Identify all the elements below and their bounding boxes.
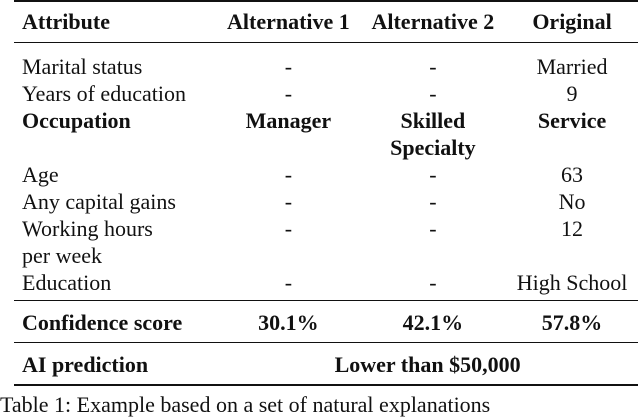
row-attribute: Working hours per week <box>22 216 153 268</box>
row-alt2: - <box>429 81 437 106</box>
row-original: High School <box>516 270 628 295</box>
confidence-score-row <box>14 301 638 343</box>
row-alt1: - <box>284 270 293 295</box>
results-table-container <box>14 0 638 386</box>
row-original: No <box>558 189 586 214</box>
row-alt1: - <box>284 81 293 106</box>
row-original: 63 <box>561 162 584 187</box>
row-alt2: - <box>429 270 437 295</box>
row-alt2: - <box>429 189 437 214</box>
row-attribute: Age <box>22 162 59 187</box>
row-alt2: - <box>429 216 437 241</box>
row-original: 9 <box>566 81 578 106</box>
row-attribute: Any capital gains <box>22 189 176 214</box>
row-alt1: - <box>284 54 293 79</box>
prediction-value: Lower than $50,000 <box>334 352 521 377</box>
table-row <box>14 80 638 107</box>
table-row-highlighted <box>14 107 638 161</box>
table-header-row <box>14 1 638 43</box>
row-attribute: Marital status <box>22 54 143 79</box>
row-original: 12 <box>561 216 584 241</box>
ai-prediction-row <box>14 343 638 386</box>
row-alt1: - <box>284 162 293 187</box>
row-original: Service <box>537 108 607 133</box>
table-row <box>14 188 638 215</box>
row-attribute: Occupation <box>22 108 131 133</box>
row-alt1: - <box>284 216 293 241</box>
table-row <box>14 215 638 269</box>
header-alternative-1: Alternative 1 <box>227 9 350 34</box>
confidence-alt1: 30.1% <box>258 310 319 335</box>
row-alt1: Manager <box>245 108 332 133</box>
confidence-label: Confidence score <box>22 310 183 335</box>
row-attribute: Education <box>22 270 112 295</box>
row-alt2: - <box>429 162 437 187</box>
table-caption: Table 1: Example based on a set of natural explanations <box>0 392 491 417</box>
row-original: Married <box>536 54 608 79</box>
counterfactual-table <box>14 0 638 386</box>
prediction-label: AI prediction <box>22 352 149 377</box>
confidence-alt2: 42.1% <box>402 310 464 335</box>
row-attribute: Years of education <box>22 81 186 106</box>
header-original: Original <box>532 9 612 34</box>
table-row <box>14 161 638 188</box>
row-alt2: - <box>429 54 437 79</box>
header-alternative-2: Alternative 2 <box>371 9 495 34</box>
header-attribute: Attribute <box>22 9 110 34</box>
table-row <box>14 43 638 81</box>
row-alt1: - <box>284 189 293 214</box>
row-alt2: Skilled Specialty <box>390 108 476 160</box>
confidence-original: 57.8% <box>541 310 603 335</box>
table-row <box>14 269 638 301</box>
